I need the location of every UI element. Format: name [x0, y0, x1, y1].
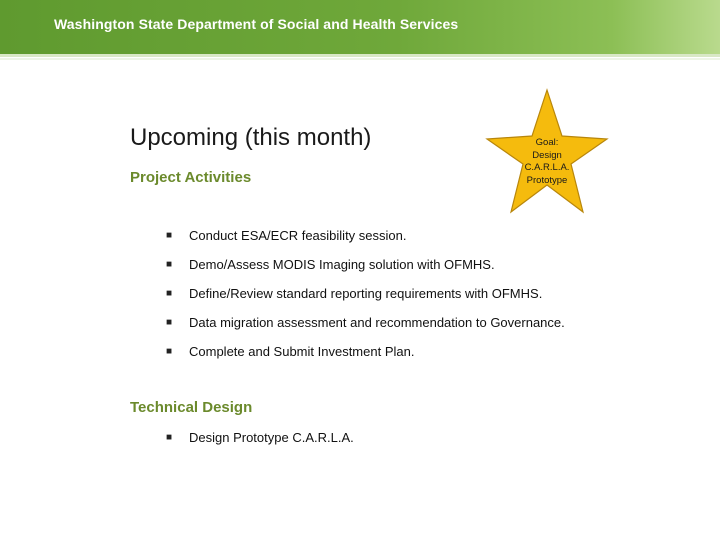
- list-item: [166, 255, 565, 284]
- project-activities-heading: Project Activities: [130, 169, 252, 186]
- list-item-text: Conduct ESA/ECR feasibility session.: [189, 228, 407, 243]
- goal-star: [463, 88, 643, 218]
- list-item: [166, 428, 354, 457]
- goal-star-line: Goal:: [535, 137, 559, 148]
- header-divider-light: [0, 58, 720, 60]
- goal-star-label: [463, 137, 631, 187]
- goal-star-line: Design: [532, 149, 562, 161]
- organization-title: Washington State Department of Social and Health Services: [54, 16, 459, 32]
- goal-star-line: C.A.R.L.A.: [524, 162, 570, 173]
- square-bullet-icon: ■: [166, 432, 173, 443]
- slide-title: Upcoming (this month): [130, 124, 372, 151]
- list-item: [166, 284, 565, 313]
- square-bullet-icon: ■: [166, 317, 173, 328]
- list-item-text: Define/Review standard reporting requirements with OFMHS.: [189, 286, 543, 301]
- square-bullet-icon: ■: [166, 259, 173, 270]
- header-divider: [0, 54, 720, 57]
- technical-design-heading: Technical Design: [130, 399, 253, 416]
- project-activities-list: [166, 226, 565, 371]
- list-item-text: Complete and Submit Investment Plan.: [189, 344, 415, 359]
- goal-star-line: Prototype: [526, 174, 568, 186]
- square-bullet-icon: ■: [166, 230, 173, 241]
- list-item-text: Design Prototype C.A.R.L.A.: [189, 430, 354, 445]
- list-item: [166, 226, 565, 255]
- square-bullet-icon: ■: [166, 346, 173, 357]
- square-bullet-icon: ■: [166, 288, 173, 299]
- list-item: [166, 342, 565, 371]
- list-item: [166, 313, 565, 342]
- list-item-text: Demo/Assess MODIS Imaging solution with OFMHS.: [189, 257, 495, 272]
- header-banner: [0, 0, 720, 54]
- technical-design-list: [166, 428, 354, 457]
- list-item-text: Data migration assessment and recommendation to Governance.: [189, 315, 565, 330]
